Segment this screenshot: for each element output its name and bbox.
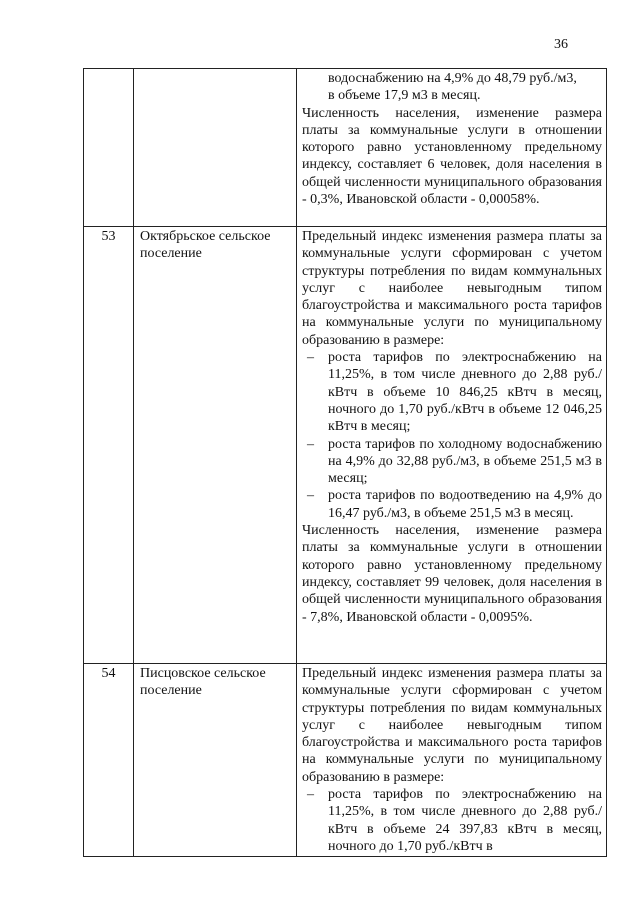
tariff-index-table xyxy=(83,68,607,857)
table-row-54 xyxy=(84,664,607,857)
continued-bullet-line: водоснабжению на 4,9% до 48,79 руб./м3, xyxy=(328,71,577,86)
tariff-growth-list xyxy=(302,349,602,522)
description-cell xyxy=(297,664,607,857)
list-item xyxy=(302,436,602,488)
list-item-text: роста тарифов по электроснабжению на 11,25%, в том числе дневного до 2,88 руб./кВтч в объеме 10 846,25 кВтч в месяц, ночного до 1,70 руб./кВтч в объеме 12 046,25 кВтч в месяц; xyxy=(328,350,602,435)
dash-bullet-icon: – xyxy=(307,436,314,452)
list-item xyxy=(302,786,602,855)
table-row-53 xyxy=(84,227,607,664)
municipality-name-cell: Писцовское сельское поселение xyxy=(134,664,297,857)
list-item-text: роста тарифов по электроснабжению на 11,25%, в том числе дневного до 2,88 руб./кВтч в объеме 24 397,83 кВтч в месяц, ночного до 1,70 руб./кВтч в xyxy=(328,787,602,854)
population-paragraph: Численность населения, изменение размера платы за коммунальные услуги в отношении которого равно установленному предельному индексу, составляет 99 человек, доля населения в общей численности муниципального образования - 7,8%, Ивановской области - 0,0095%. xyxy=(302,523,602,625)
description-cell xyxy=(297,69,607,227)
municipality-name-cell xyxy=(134,69,297,227)
list-item xyxy=(302,349,602,435)
row-number-cell: 54 xyxy=(84,664,134,857)
dash-bullet-icon: – xyxy=(307,787,314,803)
description-cell xyxy=(297,227,607,664)
continued-bullet-line: в объеме 17,9 м3 в месяц. xyxy=(328,88,481,104)
row-number-cell: 53 xyxy=(84,227,134,664)
population-paragraph: Численность населения, изменение размера платы за коммунальные услуги в отношении которого равно установленному предельному индексу, составляет 6 человек, доля населения в общей численности муниципального образования - 0,3%, Ивановской области - 0,00058%. xyxy=(302,105,602,208)
row-number-cell xyxy=(84,69,134,227)
municipality-name-cell: Октябрьское сельское поселение xyxy=(134,227,297,664)
page-number: 36 xyxy=(554,37,568,52)
dash-bullet-icon: – xyxy=(307,350,314,366)
table-row-continuation xyxy=(84,69,607,227)
list-item-text: роста тарифов по водоотведению на 4,9% до 16,47 руб./м3, в объеме 251,5 м3 в месяц. xyxy=(328,488,602,521)
dash-bullet-icon: – xyxy=(307,488,314,504)
list-item xyxy=(302,487,602,522)
intro-paragraph: Предельный индекс изменения размера платы за коммунальные услуги сформирован с учетом структуры потребления по видам коммунальных услуг с наиболее невыгодным типом благоустройства и максимального роста тарифов на коммунальные услуги по муниципальному образованию в размере: xyxy=(302,666,602,785)
tariff-growth-list xyxy=(302,786,602,855)
intro-paragraph: Предельный индекс изменения размера платы за коммунальные услуги сформирован с учетом структуры потребления по видам коммунальных услуг с наиболее невыгодным типом благоустройства и максимального роста тарифов на коммунальные услуги по муниципальному образованию в размере: xyxy=(302,229,602,348)
list-item-text: роста тарифов по холодному водоснабжению на 4,9% до 32,88 руб./м3, в объеме 251,5 м3 в месяц; xyxy=(328,436,602,487)
